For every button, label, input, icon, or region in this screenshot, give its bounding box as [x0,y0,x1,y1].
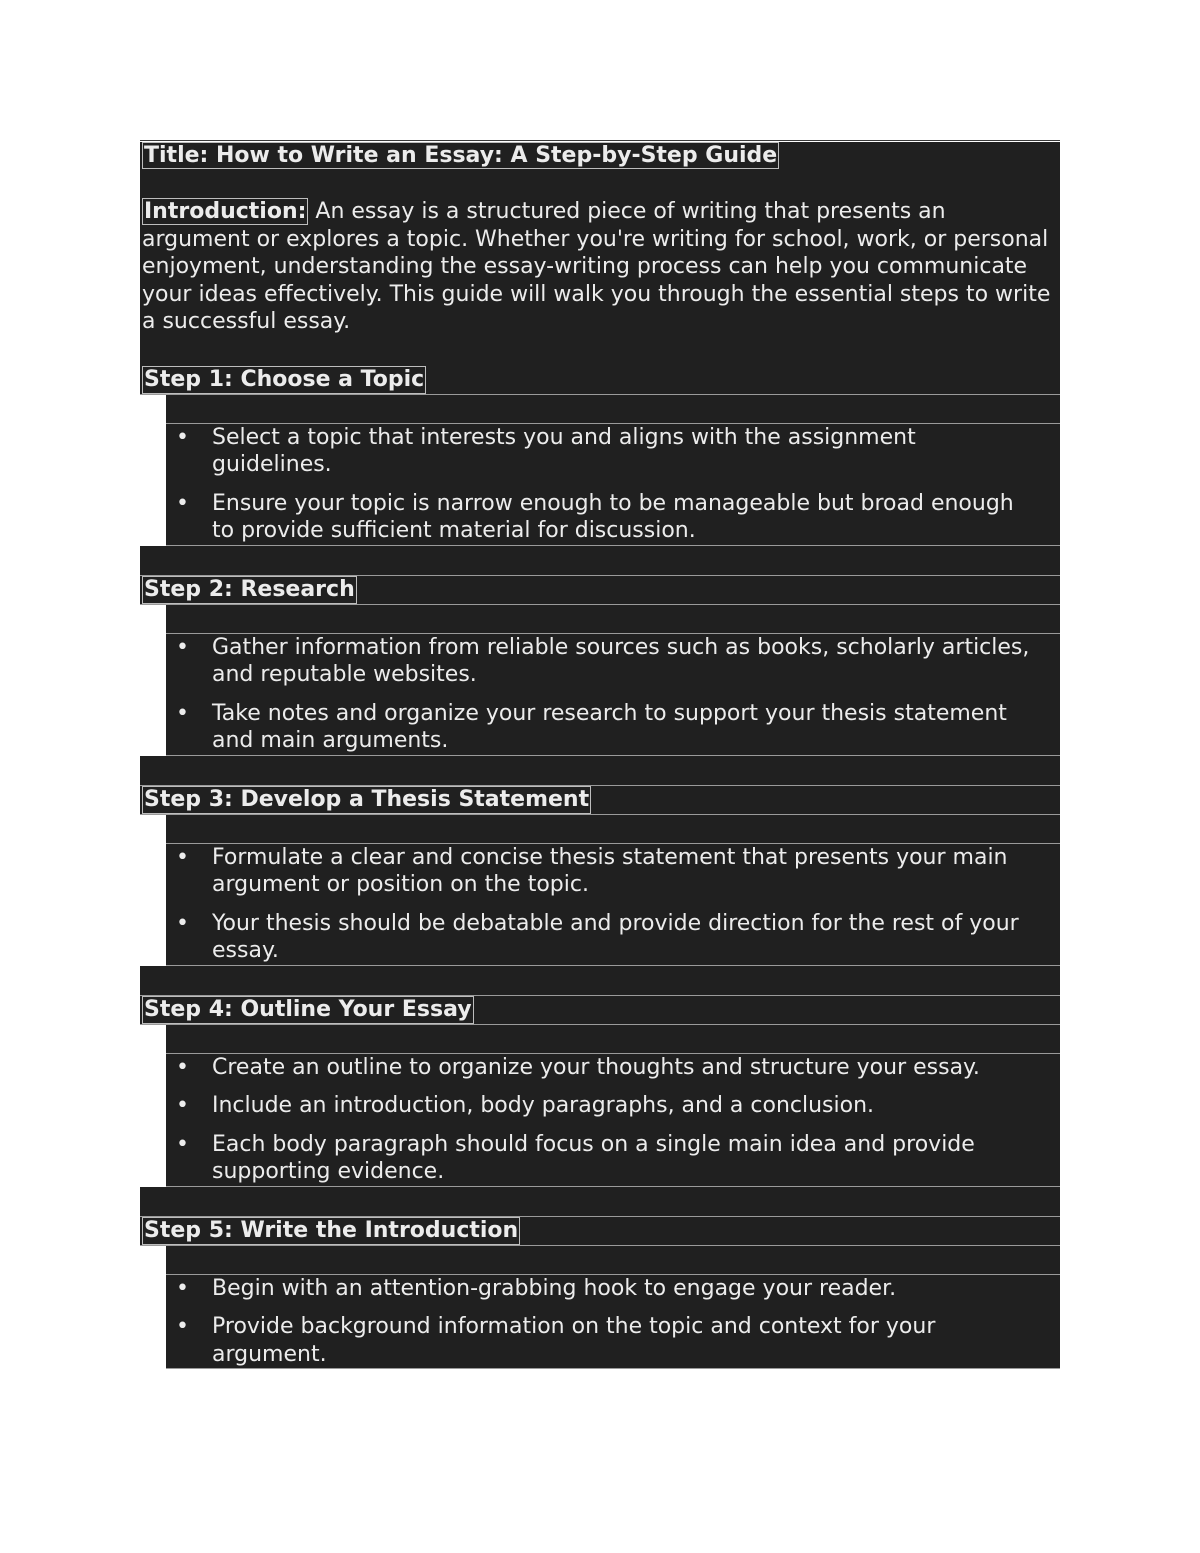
list-item-text: Create an outline to organize your thoughts and structure your essay. [212,1054,980,1080]
list-spacer [166,815,1060,844]
step-heading: Step 1: Choose a Topic [144,366,425,392]
introduction-paragraph [140,169,1060,366]
list-item [166,424,1060,479]
list-spacer [166,605,1060,634]
list-item [166,1092,1060,1120]
step-heading-row [140,366,1060,395]
list-spacer [166,395,1060,424]
section-spacer [140,756,1060,786]
list-item [166,490,1060,545]
bullet-icon: • [176,910,189,936]
list-item-text: Include an introduction, body paragraphs, and a conclusion. [212,1093,875,1118]
section-spacer [140,1187,1060,1217]
bullet-icon: • [176,1314,189,1339]
step-bullet-list [166,634,1060,756]
document-title-text: Title: How to Write an Essay: A Step-by-Step Guide [144,143,778,168]
bullet-icon: • [176,1275,189,1301]
document-title [140,142,1060,169]
bullet-icon: • [176,844,189,870]
list-item-text: Gather information from reliable sources such as books, scholarly articles, and reputable websites. [212,634,1030,687]
section-spacer [140,546,1060,576]
list-item-text: Each body paragraph should focus on a single main idea and provide supporting evidence. [212,1131,975,1184]
step-heading: Step 2: Research [144,576,355,602]
list-spacer [166,1246,1060,1275]
bullet-icon: • [176,1131,189,1157]
list-item [166,1313,1060,1368]
bullet-icon: • [176,634,189,660]
steps-container [140,366,1060,1370]
list-item [166,844,1060,899]
list-item [166,1054,1060,1082]
bullet-icon: • [176,700,189,726]
step-heading-row [140,576,1060,605]
bullet-icon: • [176,1093,189,1118]
list-spacer [166,1025,1060,1054]
document-body [140,142,1060,1369]
step-bullet-list [166,1054,1060,1187]
step-heading-row [140,1217,1060,1246]
step-bullet-list [166,1275,1060,1370]
step-bullet-list [166,844,1060,966]
list-item-text: Your thesis should be debatable and provide direction for the rest of your essay. [212,910,1019,963]
list-item [166,1275,1060,1303]
step-bullet-list [166,424,1060,546]
list-item [166,634,1060,689]
list-item [166,700,1060,755]
list-item-text: Formulate a clear and concise thesis statement that presents your main argument or position on the topic. [212,844,1008,897]
list-item [166,1131,1060,1186]
list-item-text: Begin with an attention-grabbing hook to engage your reader. [212,1275,897,1301]
step-heading: Step 3: Develop a Thesis Statement [144,786,590,812]
list-item-text: Ensure your topic is narrow enough to be manageable but broad enough to provide sufficient material for discussion. [212,490,1014,543]
step-heading: Step 5: Write the Introduction [144,1217,519,1243]
introduction-label: Introduction: [144,199,307,224]
list-item-text: Select a topic that interests you and aligns with the assignment guidelines. [212,424,916,477]
list-item-text: Provide background information on the topic and context for your argument. [212,1314,936,1367]
bullet-icon: • [176,424,189,450]
step-heading-row [140,786,1060,815]
section-spacer [140,966,1060,996]
list-item-text: Take notes and organize your research to support your thesis statement and main arguments. [212,700,1007,753]
bullet-icon: • [176,1054,189,1080]
step-heading: Step 4: Outline Your Essay [144,996,472,1022]
introduction-text: An essay is a structured piece of writing that presents an argument or explores a topic. Whether you're writing for school, work, or personal enjoyment, understanding the essay-writing process can help you communicate your ideas effectively. This guide will walk you through the essential steps to write a successful essay. [142,199,1051,334]
step-heading-row [140,996,1060,1025]
bullet-icon: • [176,490,189,516]
top-rule [140,140,1060,141]
list-item [166,910,1060,965]
